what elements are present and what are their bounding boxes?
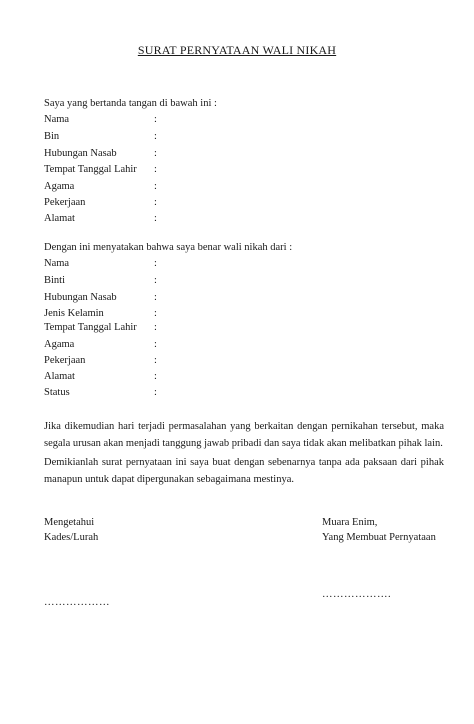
s1-colon: : [154,197,157,208]
s2-label-tempat-tanggal-lahir: Tempat Tanggal Lahir [44,322,137,333]
s2-label-nama: Nama [44,258,70,269]
s2-label-hubungan-nasab: Hubungan Nasab [44,292,117,303]
s2-label-alamat: Alamat [44,371,75,382]
s2-colon: : [154,292,157,303]
paragraph-closing: Demikianlah surat pernyataan ini saya buat dengan sebenarnya tanpa ada paksaan dari pihak manapun untuk dapat dipergunakan sebagaimana mestinya. [44,457,444,485]
signature-left-line2: Kades/Lurah [44,532,99,543]
s2-label-binti: Binti [44,275,66,286]
s1-label-tempat-tanggal-lahir: Tempat Tanggal Lahir [44,164,137,175]
s2-label-agama: Agama [44,339,75,350]
s2-colon: : [154,322,157,333]
s1-label-pekerjaan: Pekerjaan [44,197,86,208]
intro-text: Saya yang bertanda tangan di bawah ini : [44,98,217,109]
s2-colon: : [154,387,157,398]
s2-label-status: Status [44,387,70,398]
s1-colon: : [154,131,157,142]
s1-colon: : [154,148,157,159]
signature-right-dots: ………………. [322,589,392,600]
s2-colon: : [154,355,157,366]
signature-right-line2: Yang Membuat Pernyataan [322,532,436,543]
s2-colon: : [154,371,157,382]
signature-left-line1: Mengetahui [44,517,95,528]
paragraph-responsibility: Jika dikemudian hari terjadi permasalahan yang berkaitan dengan pernikahan tersebut, maka segala urusan akan menjadi tanggung jawab pribadi dan saya tidak akan melibatkan pihak lain. [44,421,444,449]
signature-left-dots: ……………… [44,597,110,608]
s2-colon: : [154,339,157,350]
s1-label-hubungan-nasab: Hubungan Nasab [44,148,117,159]
s2-colon: : [154,308,157,319]
s1-label-nama: Nama [44,114,70,125]
s1-colon: : [154,213,157,224]
s2-label-jenis-kelamin: Jenis Kelamin [44,308,104,319]
s1-colon: : [154,114,157,125]
s2-colon: : [154,275,157,286]
signature-right-line1: Muara Enim, [322,517,378,528]
s1-colon: : [154,181,157,192]
s2-colon: : [154,258,157,269]
document-title: SURAT PERNYATAAN WALI NIKAH [137,43,337,57]
signature-left [44,515,98,545]
s1-colon: : [154,164,157,175]
s2-label-pekerjaan: Pekerjaan [44,355,86,366]
signature-right [322,515,436,545]
s1-label-agama: Agama [44,181,75,192]
s1-label-alamat: Alamat [44,213,75,224]
declaration-text: Dengan ini menyatakan bahwa saya benar wali nikah dari : [44,242,293,253]
s1-label-bin: Bin [44,131,60,142]
